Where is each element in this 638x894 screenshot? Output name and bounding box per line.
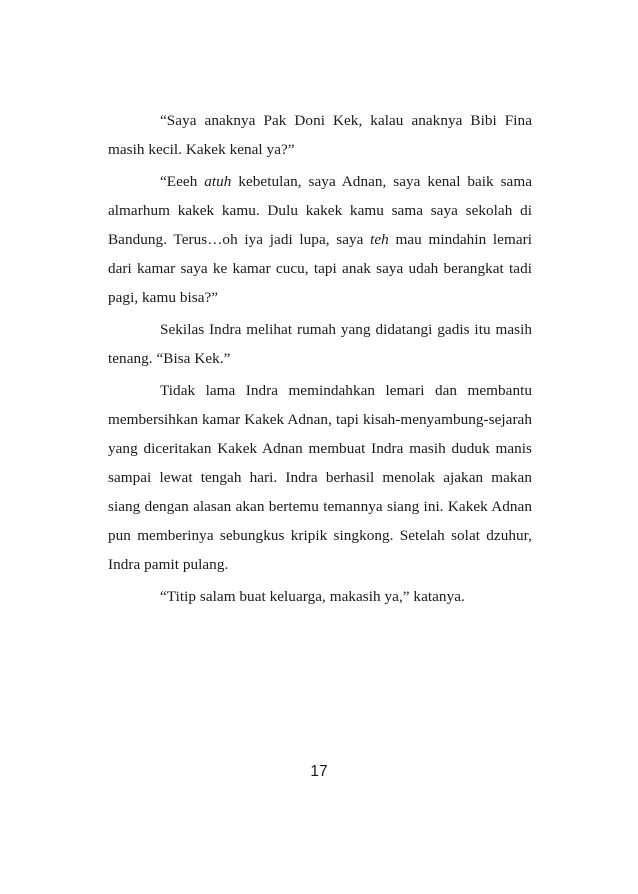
- paragraph-4-text: Tidak lama Indra memindahkan lemari dan membantu membersihkan kamar Kakek Adnan, tapi kisah-menyambung-sejarah yang diceritakan Kakek Adnan membuat Indra masih duduk manis sampai lewat tengah hari. Indra berhasil menolak ajakan makan siang dengan alasan akan bertemu temannya siang ini. Kakek Adnan pun memberinya sebungkus kripik singkong. Setelah solat dzuhur, Indra pamit pulang.: [108, 382, 532, 573]
- body-text: [108, 106, 532, 611]
- paragraph-3-text: Sekilas Indra melihat rumah yang didatangi gadis itu masih tenang. “Bisa Kek.”: [108, 321, 532, 367]
- paragraph-2-run-5: mau mindahin lemari dari kamar saya ke kamar cucu, tapi anak saya udah berangkat tadi pagi, kamu bisa?”: [108, 231, 533, 306]
- paragraph-4: [108, 376, 532, 579]
- paragraph-2: [108, 167, 532, 312]
- paragraph-2-run-3: kebetulan, saya Adnan, saya kenal baik sama almarhum kakek kamu. Dulu kakek kamu sama saya sekolah di Bandung. Terus…oh iya jadi lupa, saya: [108, 173, 532, 248]
- paragraph-2-italic-atuh: atuh: [204, 173, 232, 190]
- paragraph-2-italic-teh: teh: [370, 231, 389, 248]
- paragraph-5: [108, 582, 532, 611]
- paragraph-1: [108, 106, 532, 164]
- paragraph-3: [108, 315, 532, 373]
- paragraph-5-text: “Titip salam buat keluarga, makasih ya,” katanya.: [160, 588, 465, 605]
- page-number: 17: [310, 763, 328, 780]
- paragraph-2-run-1: “Eeeh: [160, 173, 205, 190]
- paragraph-1-text: “Saya anaknya Pak Doni Kek, kalau anaknya Bibi Fina masih kecil. Kakek kenal ya?”: [108, 112, 532, 158]
